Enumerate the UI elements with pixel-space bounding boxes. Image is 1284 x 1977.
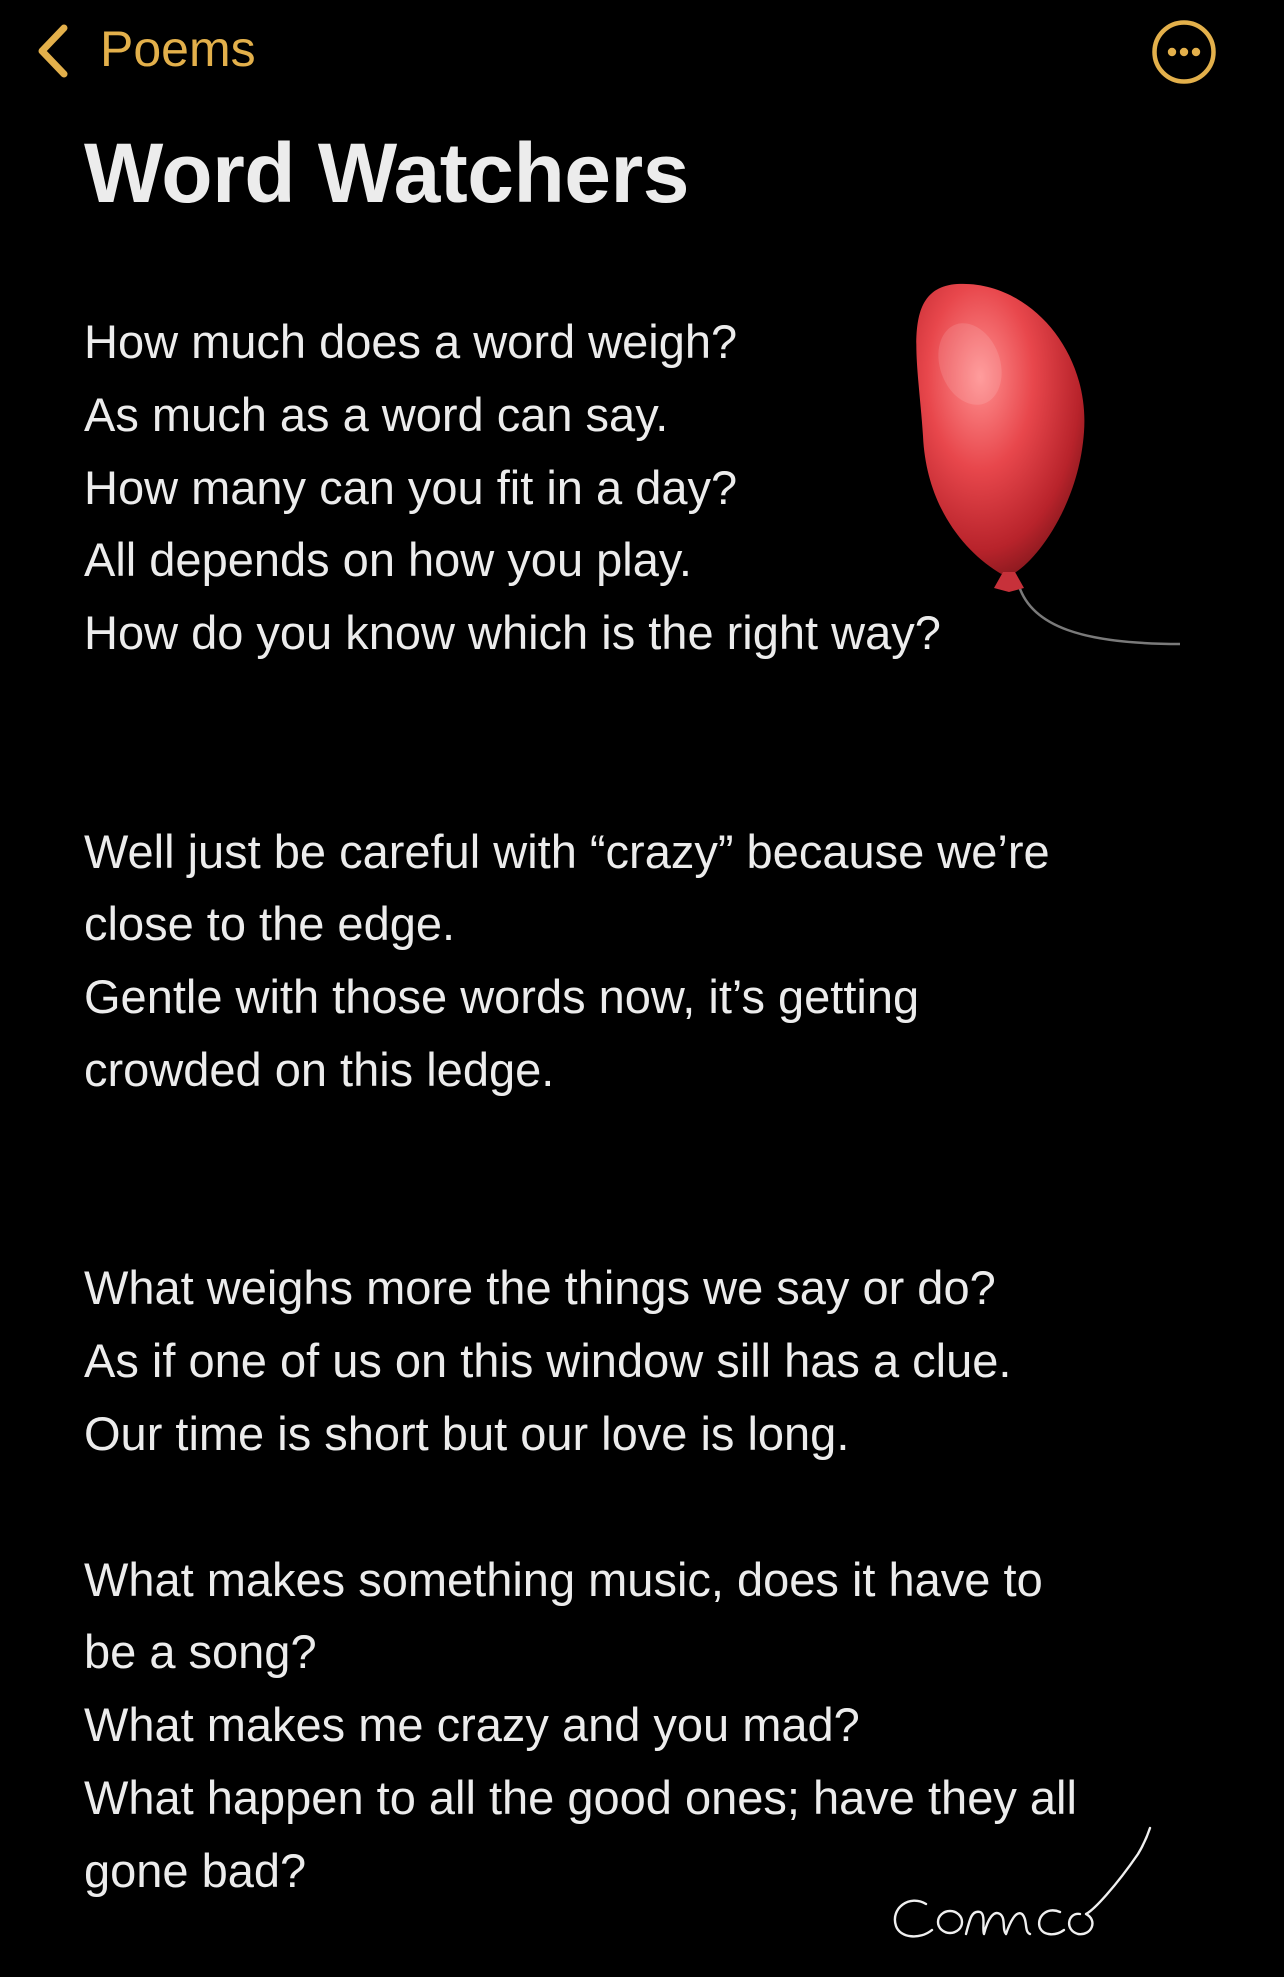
poem-line: close to the edge. xyxy=(84,897,456,951)
stanza-3 xyxy=(84,1252,1204,1470)
blank-lines xyxy=(84,670,1204,816)
more-options-button[interactable] xyxy=(1150,18,1218,86)
back-label: Poems xyxy=(100,21,256,77)
poem-line: All depends on how you play. xyxy=(84,533,692,587)
poem-line: What makes me crazy and you mad? xyxy=(84,1698,860,1752)
stanza-2 xyxy=(84,816,1204,1107)
back-button[interactable] xyxy=(34,14,256,84)
poem-line: What happen to all the good ones; have they all xyxy=(84,1770,1077,1824)
blank-lines xyxy=(84,1107,1204,1253)
poem-line: As much as a word can say. xyxy=(84,387,669,441)
poem-line: What weighs more the things we say or do? xyxy=(84,1261,996,1315)
note-title: Word Watchers xyxy=(84,126,689,220)
poem-line: be a song? xyxy=(84,1625,317,1679)
red-balloon-icon xyxy=(820,276,1190,662)
poem-line: How do you know which is the right way? xyxy=(84,606,941,660)
blank-line xyxy=(84,1471,1204,1544)
poem-line: As if one of us on this window sill has a clue. xyxy=(84,1334,1012,1388)
handwritten-signature xyxy=(888,1826,1188,1956)
poem-line: crowded on this ledge. xyxy=(84,1042,555,1096)
poem-line: Our time is short but our love is long. xyxy=(84,1406,850,1460)
poem-line: Gentle with those words now, it’s getting xyxy=(84,970,920,1024)
ellipsis-circle-icon xyxy=(1150,18,1218,86)
poem-line: gone bad? xyxy=(84,1843,307,1897)
poem-line: Well just be careful with “crazy” because we’re xyxy=(84,824,1050,878)
chevron-left-icon xyxy=(34,14,74,84)
poem-line: How many can you fit in a day? xyxy=(84,460,738,514)
poem-line: What makes something music, does it have to xyxy=(84,1552,1043,1606)
poem-line: How much does a word weigh? xyxy=(84,315,738,368)
navigation-bar xyxy=(0,0,1284,100)
